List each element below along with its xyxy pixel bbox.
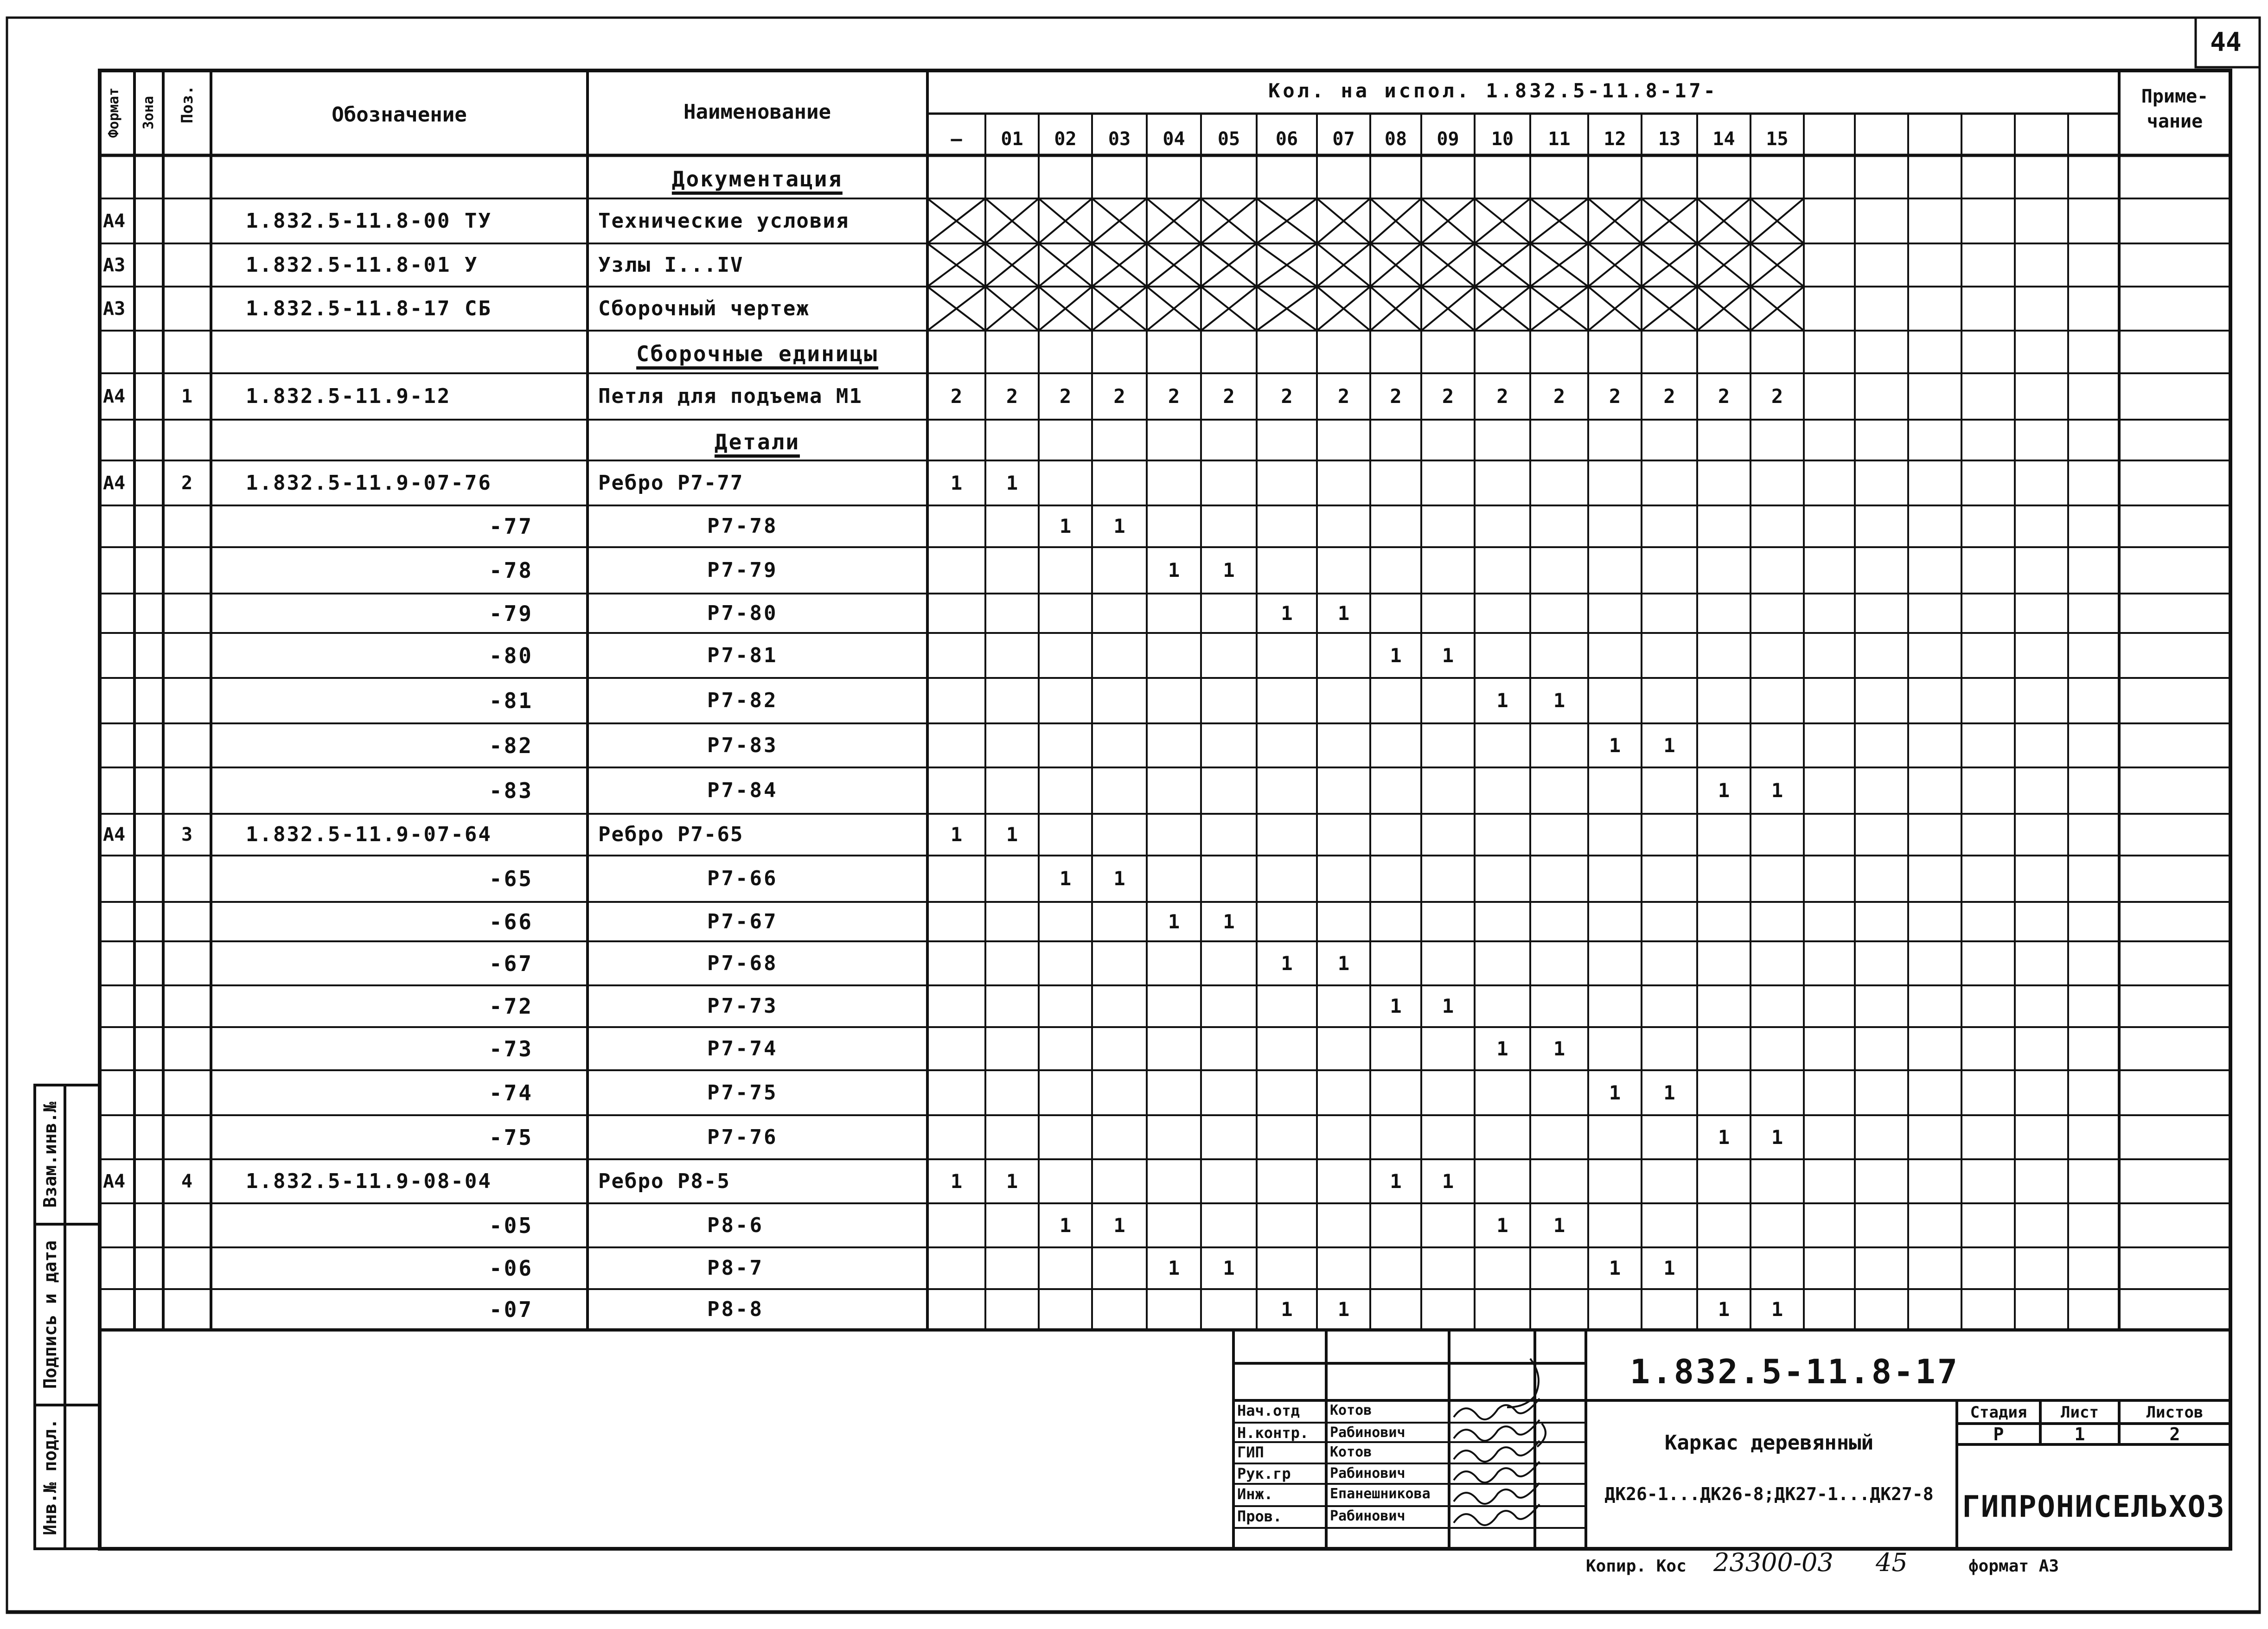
cell-designation: -07 (489, 1297, 533, 1322)
quantity-value: 2 (1113, 385, 1125, 408)
quantity-value: 1 (950, 823, 963, 846)
quantity-value: 1 (950, 471, 963, 494)
cell-name: Р7-73 (707, 994, 778, 1018)
cell-format: А4 (103, 1170, 126, 1192)
cell-designation: -65 (489, 866, 533, 891)
header-zone: Зона (141, 96, 157, 130)
header-name: Наименование (684, 100, 831, 124)
quantity-value: 1 (1663, 1257, 1675, 1279)
header-pos: Поз. (178, 85, 197, 123)
cell-designation: -74 (489, 1080, 533, 1105)
signature-role: Пров. (1237, 1508, 1282, 1525)
header-note: Приме- (2141, 86, 2209, 107)
quantity-value: 2 (1059, 385, 1072, 408)
cell-designation: 1.832.5-11.9-12 (246, 384, 451, 408)
signature-name: Котов (1330, 1402, 1372, 1418)
quantity-value: 1 (1337, 952, 1350, 975)
signature-scribble (1454, 1462, 1540, 1482)
cell-name: Р7-76 (707, 1125, 778, 1149)
section-heading: Детали (715, 431, 800, 458)
quantity-value: 1 (1771, 1298, 1783, 1321)
quantity-value: 1 (1281, 601, 1293, 625)
quantity-value: 1 (1553, 1037, 1565, 1060)
variant-column-header: 12 (1604, 128, 1626, 150)
signature-role: Нач.отд (1237, 1402, 1300, 1419)
quantity-value: 1 (1223, 910, 1235, 933)
cell-designation: 1.832.5-11.9-07-64 (246, 823, 492, 846)
quantity-value: 1 (1663, 734, 1675, 757)
quantity-value: 2 (1718, 385, 1730, 408)
title-line-1: Каркас деревянный (1664, 1431, 1874, 1455)
cell-name: Р7-82 (707, 689, 778, 712)
quantity-value: 2 (1223, 385, 1235, 408)
variant-column-header: 13 (1658, 128, 1681, 150)
signature-scribble (1454, 1441, 1540, 1462)
quantity-value: 1 (1223, 1257, 1235, 1279)
cell-position: 2 (181, 472, 193, 494)
cell-name: Ребро Р8-5 (598, 1169, 730, 1193)
quantity-value: 1 (1113, 1214, 1125, 1237)
stage-value: Р (1993, 1424, 2004, 1444)
cell-designation: -72 (489, 994, 533, 1019)
cell-format: А4 (103, 824, 126, 845)
signature-role: Н.контр. (1237, 1424, 1309, 1442)
cell-format: А4 (103, 210, 126, 232)
cell-designation: 1.832.5-11.8-01 У (246, 253, 479, 277)
cell-position: 1 (181, 386, 193, 407)
cell-designation: -67 (489, 951, 533, 976)
cell-name: Р7-68 (707, 951, 778, 975)
signature-name: Епанешникова (1330, 1486, 1431, 1502)
cell-name: Узлы I...IV (598, 253, 744, 277)
cell-designation: -75 (489, 1124, 533, 1150)
signature-role: Инж. (1237, 1485, 1273, 1503)
sheets-label: Листов (2146, 1403, 2204, 1422)
cell-designation: -79 (489, 600, 533, 626)
variant-column-header: 01 (1001, 128, 1023, 150)
stage-label: Стадия (1970, 1403, 2027, 1422)
variant-column-header: 03 (1108, 128, 1131, 150)
signature-scribble (1454, 1483, 1540, 1504)
copy-label: Копир. Кос (1586, 1557, 1687, 1576)
quantity-value: 2 (950, 385, 963, 408)
section-heading: Документация (672, 168, 843, 195)
quantity-value: 1 (1663, 1081, 1675, 1104)
sheet-label: Лист (2061, 1403, 2099, 1422)
cell-name: Р7-66 (707, 867, 778, 890)
side-stamp-label: Взам.инв.№ (39, 1101, 60, 1208)
quantity-value: 2 (1337, 385, 1350, 408)
quantity-value: 1 (1168, 1257, 1180, 1279)
quantity-value: 1 (1006, 471, 1018, 494)
quantity-value: 1 (1718, 1125, 1730, 1149)
signature-scribble (1454, 1504, 1540, 1525)
cell-designation: 1.832.5-11.8-17 СБ (246, 296, 492, 320)
quantity-value: 1 (1113, 867, 1125, 890)
quantity-value: 2 (1553, 385, 1565, 408)
sheet-number: 44 (2210, 27, 2242, 57)
cell-name: Сборочный чертеж (598, 296, 810, 320)
cell-name: Р7-84 (707, 779, 778, 802)
cell-designation: -05 (489, 1213, 533, 1238)
quantity-value: 1 (1442, 995, 1454, 1017)
cell-position: 3 (181, 824, 193, 845)
quantity-value: 1 (1609, 1257, 1621, 1279)
cell-name: Р8-8 (707, 1297, 764, 1321)
cell-name: Ребро Р7-77 (598, 471, 744, 495)
variant-column-header: 08 (1384, 128, 1407, 150)
cell-designation: -83 (489, 778, 533, 803)
quantity-value: 1 (950, 1169, 963, 1193)
variant-column-header: 02 (1054, 128, 1077, 150)
cell-name: Р8-6 (707, 1213, 764, 1237)
cell-name: Р7-75 (707, 1080, 778, 1105)
cell-designation: -77 (489, 514, 533, 539)
quantity-value: 1 (1059, 515, 1072, 537)
cell-name: Р7-74 (707, 1036, 778, 1060)
quantity-value: 2 (1168, 385, 1180, 408)
signature-name: Рабинович (1330, 1425, 1406, 1441)
cell-designation: -78 (489, 558, 533, 583)
cell-designation: -73 (489, 1036, 533, 1061)
cell-designation: -80 (489, 643, 533, 668)
side-stamp-label: Подпись и дата (39, 1240, 60, 1389)
quantity-value: 1 (1223, 559, 1235, 581)
quantity-value: 2 (1006, 385, 1018, 408)
variant-column-header: 09 (1437, 128, 1459, 150)
header-note: чание (2147, 111, 2203, 132)
quantity-value: 1 (1496, 1214, 1508, 1237)
signature-role: ГИП (1237, 1444, 1264, 1461)
quantity-value: 1 (1442, 644, 1454, 667)
main-frame (100, 70, 2230, 1549)
section-heading: Сборочные единицы (636, 343, 878, 370)
cell-name: Р7-83 (707, 733, 778, 757)
quantity-value: 1 (1337, 1298, 1350, 1321)
quantity-value: 1 (1281, 952, 1293, 975)
quantity-value: 1 (1718, 779, 1730, 802)
cell-designation: 1.832.5-11.8-00 ТУ (246, 209, 492, 233)
quantity-value: 1 (1168, 559, 1180, 581)
quantity-value: 1 (1442, 1169, 1454, 1193)
quantity-value: 1 (1059, 867, 1072, 890)
variant-column-header: — (951, 128, 962, 150)
variant-column-header: 11 (1548, 128, 1571, 150)
header-format: Формат (106, 87, 122, 138)
cell-position: 4 (181, 1170, 193, 1192)
variant-column-header: 05 (1217, 128, 1240, 150)
header-designation: Обозначение (332, 103, 467, 127)
sheets-value: 2 (2169, 1424, 2180, 1444)
quantity-value: 1 (1553, 1214, 1565, 1237)
organization-name: ГИПРОНИСЕЛЬХОЗ (1962, 1490, 2225, 1524)
variant-column-header: 10 (1491, 128, 1514, 150)
quantity-value: 1 (1496, 1037, 1508, 1060)
quantity-value: 1 (1390, 1169, 1402, 1193)
quantity-value: 2 (1609, 385, 1621, 408)
quantity-value: 2 (1771, 385, 1783, 408)
variant-column-header: 14 (1712, 128, 1735, 150)
quantity-value: 1 (1006, 823, 1018, 846)
quantity-value: 1 (1771, 779, 1783, 802)
cell-designation: 1.832.5-11.9-08-04 (246, 1169, 492, 1193)
quantity-value: 1 (1390, 644, 1402, 667)
copy-sheet: 45 (1876, 1548, 1908, 1577)
cell-format: А4 (103, 472, 126, 494)
cell-name: Р7-78 (707, 514, 778, 538)
cell-name: Р7-80 (707, 601, 778, 625)
variant-column-header: 07 (1332, 128, 1355, 150)
quantity-value: 1 (1553, 689, 1565, 712)
side-stamp-label: Инв.№ подл. (39, 1418, 60, 1535)
cell-name: Петля для подъема М1 (598, 384, 862, 408)
quantity-value: 1 (1168, 910, 1180, 933)
quantity-value: 1 (1771, 1125, 1783, 1149)
quantity-value: 1 (1390, 995, 1402, 1017)
quantity-value: 1 (1059, 1214, 1072, 1237)
signature-name: Котов (1330, 1444, 1372, 1460)
cell-name: Р7-81 (707, 643, 778, 667)
title-line-2: ДК26-1...ДК26-8;ДК27-1...ДК27-8 (1604, 1484, 1934, 1504)
document-number: 1.832.5-11.8-17 (1629, 1352, 1960, 1391)
quantity-value: 2 (1390, 385, 1402, 408)
variant-column-header: 04 (1163, 128, 1185, 150)
cell-format: А3 (103, 298, 126, 319)
cell-name: Ребро Р7-65 (598, 823, 744, 846)
variant-column-header: 15 (1766, 128, 1789, 150)
cell-name: Р8-7 (707, 1256, 764, 1280)
quantity-value: 1 (1113, 515, 1125, 537)
quantity-value: 1 (1718, 1298, 1730, 1321)
quantity-value: 2 (1496, 385, 1508, 408)
cell-name: Технические условия (598, 209, 850, 233)
signature-role: Рук.гр (1237, 1465, 1291, 1482)
cell-format: А3 (103, 254, 126, 276)
signature-name: Рабинович (1330, 1508, 1406, 1524)
cell-designation: -81 (489, 688, 533, 713)
variant-column-header: 06 (1275, 128, 1298, 150)
cell-designation: -82 (489, 733, 533, 758)
signature-name: Рабинович (1330, 1465, 1406, 1482)
cell-designation: -06 (489, 1256, 533, 1281)
cell-designation: -66 (489, 909, 533, 934)
format-label: формат А3 (1968, 1557, 2059, 1576)
quantity-value: 1 (1006, 1169, 1018, 1193)
quantity-value: 2 (1442, 385, 1454, 408)
quantity-value: 1 (1337, 601, 1350, 625)
quantity-value: 1 (1281, 1298, 1293, 1321)
quantity-value: 1 (1609, 734, 1621, 757)
cell-designation: 1.832.5-11.9-07-76 (246, 471, 492, 495)
cell-name: Р7-79 (707, 558, 778, 582)
quantity-value: 2 (1281, 385, 1293, 408)
cell-format: А4 (103, 386, 126, 407)
cell-name: Р7-67 (707, 909, 778, 933)
copy-number: 23300-03 (1713, 1548, 1834, 1577)
header-qty-group: Кол. на испол. 1.832.5-11.8-17- (1268, 79, 1718, 102)
quantity-value: 1 (1496, 689, 1508, 712)
quantity-value: 2 (1663, 385, 1675, 408)
quantity-value: 1 (1609, 1081, 1621, 1104)
sheet-value: 1 (2074, 1424, 2085, 1444)
